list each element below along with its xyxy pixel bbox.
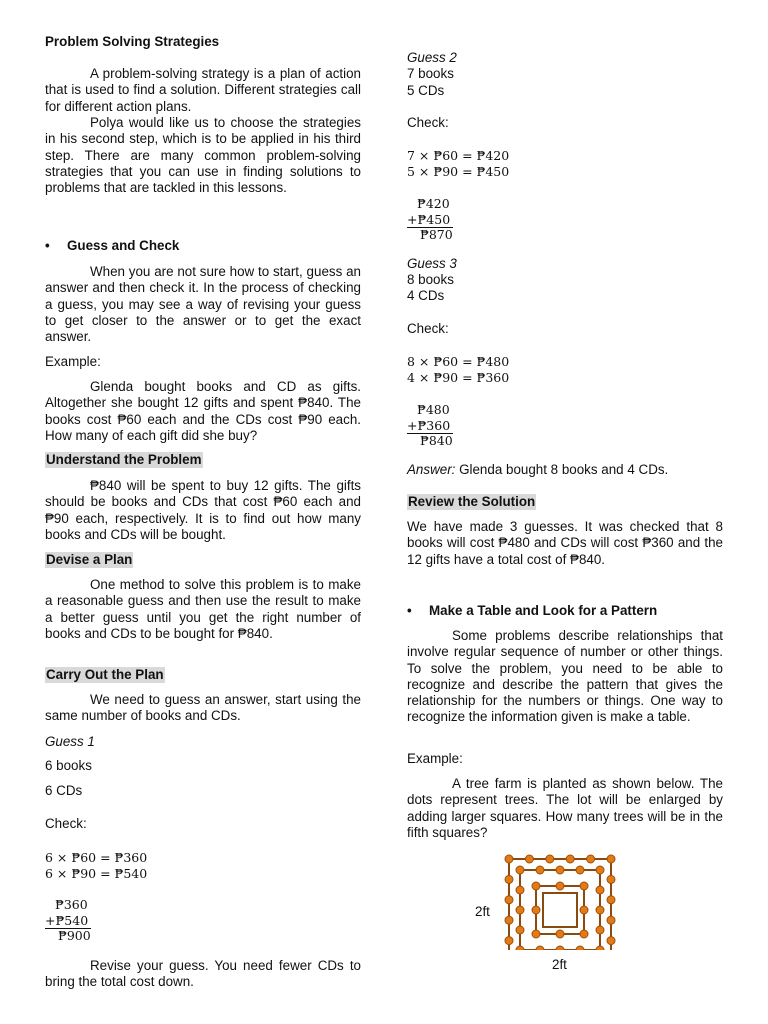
bullet-label: Make a Table and Look for a Pattern [429, 603, 658, 618]
tree-dot [516, 906, 524, 914]
tree-dot [596, 926, 604, 934]
figure-side-label: 2ft [475, 904, 490, 919]
tree-dot [556, 866, 564, 874]
guess1-cds: 6 CDs [45, 783, 83, 798]
tree-dot [607, 937, 615, 945]
review-heading: Review the Solution [408, 494, 536, 509]
guess3-addition [407, 402, 453, 449]
sum-total: ₱870 [420, 227, 453, 242]
bullet-icon: • [45, 238, 50, 253]
guess2-addition [407, 196, 453, 243]
tree-dot [505, 855, 513, 863]
devise-heading: Devise a Plan [46, 552, 133, 567]
tree-dot [505, 875, 513, 883]
example-label: Example: [45, 354, 101, 369]
tree-dot [546, 855, 554, 863]
guess3-label: Guess 3 [407, 256, 457, 271]
guess1-addition [45, 897, 91, 944]
pattern-paragraph: Some problems describe relationships that involve regular sequence of number or other things. To solve the problem, you need to be able to recognize and describe the pattern that gives the relationship for the numbers or things. One way to recognize the information given is make a table. [407, 628, 723, 725]
guess2-equation-1: 7 × ₱60 = ₱420 [407, 148, 510, 163]
guess3-check-label: Check: [407, 321, 449, 336]
tree-dot [516, 926, 524, 934]
tree-dot [607, 855, 615, 863]
devise-text: One method to solve this problem is to make a reasonable guess and then use the result to make a better guess until you get the right number of books and CDs to be bought for ₱840. [45, 577, 361, 641]
guess2-books: 7 books [407, 66, 454, 81]
guess2-equation-2: 5 × ₱90 = ₱450 [407, 164, 510, 179]
tree-dot [587, 855, 595, 863]
guess2-cds: 5 CDs [407, 83, 445, 98]
page-title: Problem Solving Strategies [45, 34, 220, 49]
understand-heading: Understand the Problem [46, 452, 202, 467]
bullet-label: Guess and Check [67, 238, 180, 253]
tree-dot [576, 866, 584, 874]
tree-dot [516, 866, 524, 874]
answer-label: Answer: [407, 462, 456, 477]
tree-dot [505, 937, 513, 945]
tree-dot [596, 866, 604, 874]
tree-farm-diagram [500, 850, 620, 950]
tree-dot [505, 916, 513, 924]
tree-dot [580, 882, 588, 890]
carry-text: We need to guess an answer, start using the same number of books and CDs. [45, 692, 361, 724]
guess2-label: Guess 2 [407, 50, 457, 65]
addend-1: ₱480 [417, 402, 450, 417]
example-text: Glenda bought books and CD as gifts. Altogether she bought 12 gifts and spent ₱840. The books cost ₱60 each and the CDs cost ₱90 each. How many of each gift did she buy? [45, 379, 361, 443]
tree-dot [556, 882, 564, 890]
guess3-books: 8 books [407, 272, 454, 287]
example-text-2: A tree farm is planted as shown below. The dots represent trees. The lot will be enlarged by adding larger squares. How many trees will be in the fifth squares? [407, 776, 723, 840]
guess2-check-label: Check: [407, 115, 449, 130]
guess1-label: Guess 1 [45, 734, 95, 749]
tree-dot [607, 875, 615, 883]
tree-dot [525, 855, 533, 863]
carry-heading: Carry Out the Plan [46, 667, 164, 682]
intro-paragraph-2: Polya would like us to choose the strategies in his second step, which is to be applied in his third step. There are many common problem-solving strategies that you can use in finding solutions to problems that are tackled in this lessons. [45, 115, 361, 196]
tree-dot [596, 886, 604, 894]
guess3-cds: 4 CDs [407, 288, 445, 303]
tree-dot [580, 930, 588, 938]
guess1-equation-2: 6 × ₱90 = ₱540 [45, 866, 148, 881]
example-label-2: Example: [407, 751, 463, 766]
tree-dot [532, 882, 540, 890]
tree-dot [596, 946, 604, 950]
innermost-square [543, 893, 577, 927]
sum-total: ₱840 [420, 433, 453, 448]
tree-dot [566, 855, 574, 863]
tree-dot [607, 916, 615, 924]
tree-dot [556, 930, 564, 938]
tree-dot [516, 946, 524, 950]
tree-dot [580, 906, 588, 914]
tree-dot [596, 906, 604, 914]
review-text: We have made 3 guesses. It was checked that 8 books will cost ₱480 and CDs will cost ₱360 and the 12 gifts have a total cost of ₱840. [407, 519, 723, 567]
tree-dot [532, 906, 540, 914]
bullet-icon: • [407, 603, 412, 618]
addend-2: +₱540 [45, 912, 89, 928]
guess1-check-label: Check: [45, 816, 87, 831]
tree-dot [576, 946, 584, 950]
understand-text: ₱840 will be spent to buy 12 gifts. The gifts should be books and CDs that cost ₱60 each and ₱90 each, respectively. It is to find out how many books and CDs will be bought. [45, 478, 361, 542]
guess1-books: 6 books [45, 758, 92, 773]
addend-1: ₱420 [417, 196, 450, 211]
guess3-equation-1: 8 × ₱60 = ₱480 [407, 354, 510, 369]
intro-paragraph-1: A problem-solving strategy is a plan of action that is used to find a solution. Different strategies call for different action plans. [45, 66, 361, 114]
revise-text: Revise your guess. You need fewer CDs to bring the total cost down. [45, 958, 361, 990]
tree-dot [556, 946, 564, 950]
addend-1: ₱360 [55, 897, 88, 912]
tree-dot [532, 930, 540, 938]
answer-line [407, 462, 668, 478]
tree-dot [536, 946, 544, 950]
guess-check-paragraph: When you are not sure how to start, guess an answer and then check it. In the process of checking a guess, you may see a way of revising your guess to get closer to the answer or to get the exact answer. [45, 264, 361, 345]
bullet-guess-and-check [25, 238, 179, 253]
sum-total: ₱900 [58, 928, 91, 943]
tree-dot [505, 896, 513, 904]
guess3-equation-2: 4 × ₱90 = ₱360 [407, 370, 510, 385]
tree-dot [516, 886, 524, 894]
answer-text: Glenda bought 8 books and 4 CDs. [455, 462, 669, 477]
addend-2: +₱450 [407, 211, 451, 227]
tree-dot [607, 896, 615, 904]
guess1-equation-1: 6 × ₱60 = ₱360 [45, 850, 148, 865]
tree-dot [536, 866, 544, 874]
bullet-make-a-table [387, 603, 657, 618]
addend-2: +₱360 [407, 417, 451, 433]
figure-bottom-label: 2ft [552, 957, 567, 972]
